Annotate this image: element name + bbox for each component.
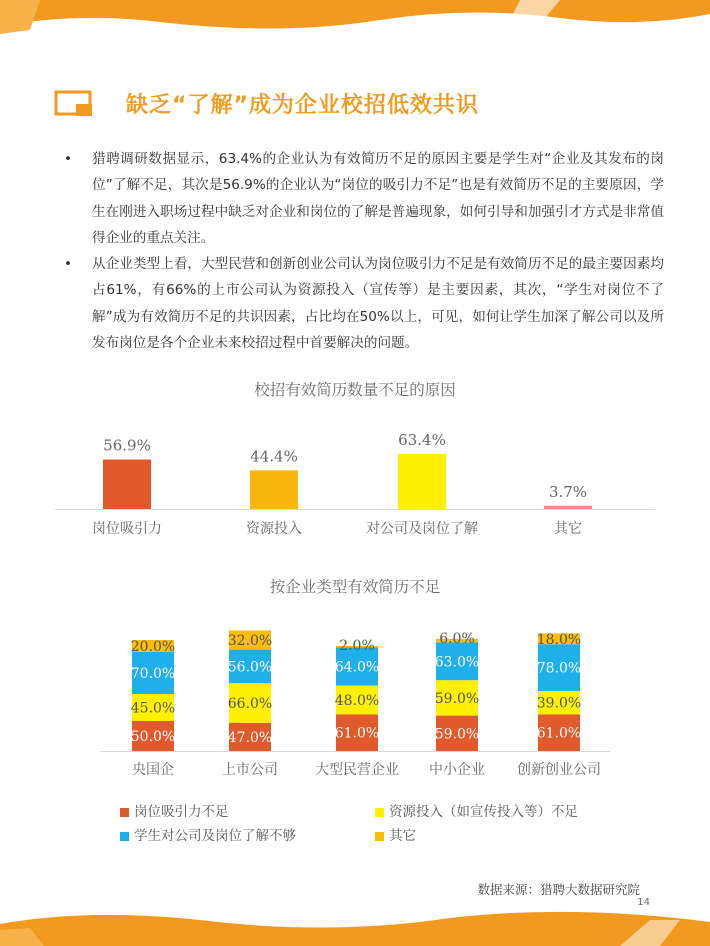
chart2-segment-label: 39.0%: [536, 695, 582, 712]
legend-label: 资源投入（如宣传投入等）不足: [389, 804, 578, 820]
chart1-category-label: 其它: [554, 521, 582, 537]
chart1-value-label: 56.9%: [103, 436, 151, 455]
chart2-segment-label: 50.0%: [130, 729, 176, 745]
chart1-value-label: 44.4%: [250, 447, 298, 466]
chart2-segment-label: 63.0%: [434, 654, 480, 671]
chart1-title: 校招有效简历数量不足的原因: [254, 381, 456, 399]
chart2-segment-label: 59.0%: [434, 690, 480, 707]
chart1-category-label: 对公司及岗位了解: [366, 521, 478, 537]
legend-swatch: [375, 832, 384, 841]
data-source: 数据来源：猎聘大数据研究院: [477, 882, 640, 897]
chart2-category-label: 央国企: [132, 762, 174, 778]
bullet-text: 猎聘调研数据显示，63.4%的企业认为有效简历不足的原因主要是学生对“企业及其发布的岗位”了解不足，其次是56.9%的企业认为“岗位的吸引力不足”也是有效简历不足的主要原因，学生在刚进入职场过程中缺乏对企业和岗位的了解是普遍现象，如何引导和加强引才方式是非常值得企业的重点关注。: [92, 151, 664, 246]
chart2-category-label: 大型民营企业: [315, 762, 399, 778]
chart1-bar: [398, 454, 446, 509]
chart2-segment-label: 18.0%: [536, 631, 582, 648]
chart1-category-label: 岗位吸引力: [92, 521, 162, 537]
chart1-bar: [544, 506, 592, 509]
chart2-segment-label: 32.0%: [227, 633, 273, 649]
bullet-text: 从企业类型上看，大型民营和创新创业公司认为岗位吸引力不足是有效简历不足的最主要因素均占61%，有66%的上市公司认为资源投入（宣传等）是主要因素，其次，“学生对岗位不了解”成为有效简历不足的共识因素，占比均在50%以上，可见，如何让学生加深了解公司以及所发布岗位是各个企业未来校招过程中首要解决的问题。: [92, 256, 664, 352]
chart2-segment-label: 66.0%: [227, 696, 273, 712]
chart1-bar: [103, 459, 151, 509]
bullet-dot: •: [64, 151, 73, 167]
chart2-segment-label: 61.0%: [536, 725, 582, 742]
legend-swatch: [375, 808, 384, 817]
chart2-segment-label: 59.0%: [434, 726, 480, 743]
chart1-category-label: 资源投入: [246, 521, 302, 537]
page-number: 14: [637, 897, 650, 908]
legend-swatch: [120, 832, 129, 841]
chart2-segment-label: 45.0%: [130, 700, 176, 717]
legend-label: 其它: [389, 828, 416, 844]
page-title: 缺乏“了解”成为企业校招低效共识: [126, 93, 479, 118]
chart1-bar: [250, 470, 298, 509]
chart2-category-label: 中小企业: [429, 762, 485, 778]
chart2-segment-label: 78.0%: [536, 660, 582, 677]
chart2-segment-label: 2.0%: [339, 638, 375, 654]
chart2-category-label: 创新创业公司: [517, 762, 601, 778]
bullet-dot: •: [64, 256, 73, 273]
chart2-segment-label: 70.0%: [130, 666, 176, 682]
chart1-value-label: 63.4%: [398, 430, 446, 449]
chart2-segment-label: 64.0%: [334, 659, 380, 676]
chart2-category-label: 上市公司: [222, 762, 278, 778]
chart2-segment-label: 6.0%: [439, 630, 475, 647]
legend-label: 学生对公司及岗位了解不够: [134, 828, 296, 844]
legend-label: 岗位吸引力不足: [134, 804, 229, 820]
chart2-segment-label: 48.0%: [334, 693, 380, 709]
chart2-title: 按企业类型有效简历不足: [269, 578, 441, 596]
legend-item: [120, 800, 229, 820]
footer-wave-graphic: [0, 906, 710, 946]
chart2-segment-label: 56.0%: [227, 659, 273, 676]
legend-item: [120, 824, 296, 844]
chart2-segment-label: 20.0%: [130, 639, 176, 655]
legend-swatch: [120, 808, 129, 817]
chart2-segment-label: 61.0%: [334, 725, 380, 742]
chart1-value-label: 3.7%: [548, 482, 588, 501]
legend-item: [375, 824, 416, 844]
footer-decoration: [0, 906, 710, 946]
legend-item: [375, 800, 578, 820]
chart2-segment-label: 47.0%: [227, 729, 273, 746]
